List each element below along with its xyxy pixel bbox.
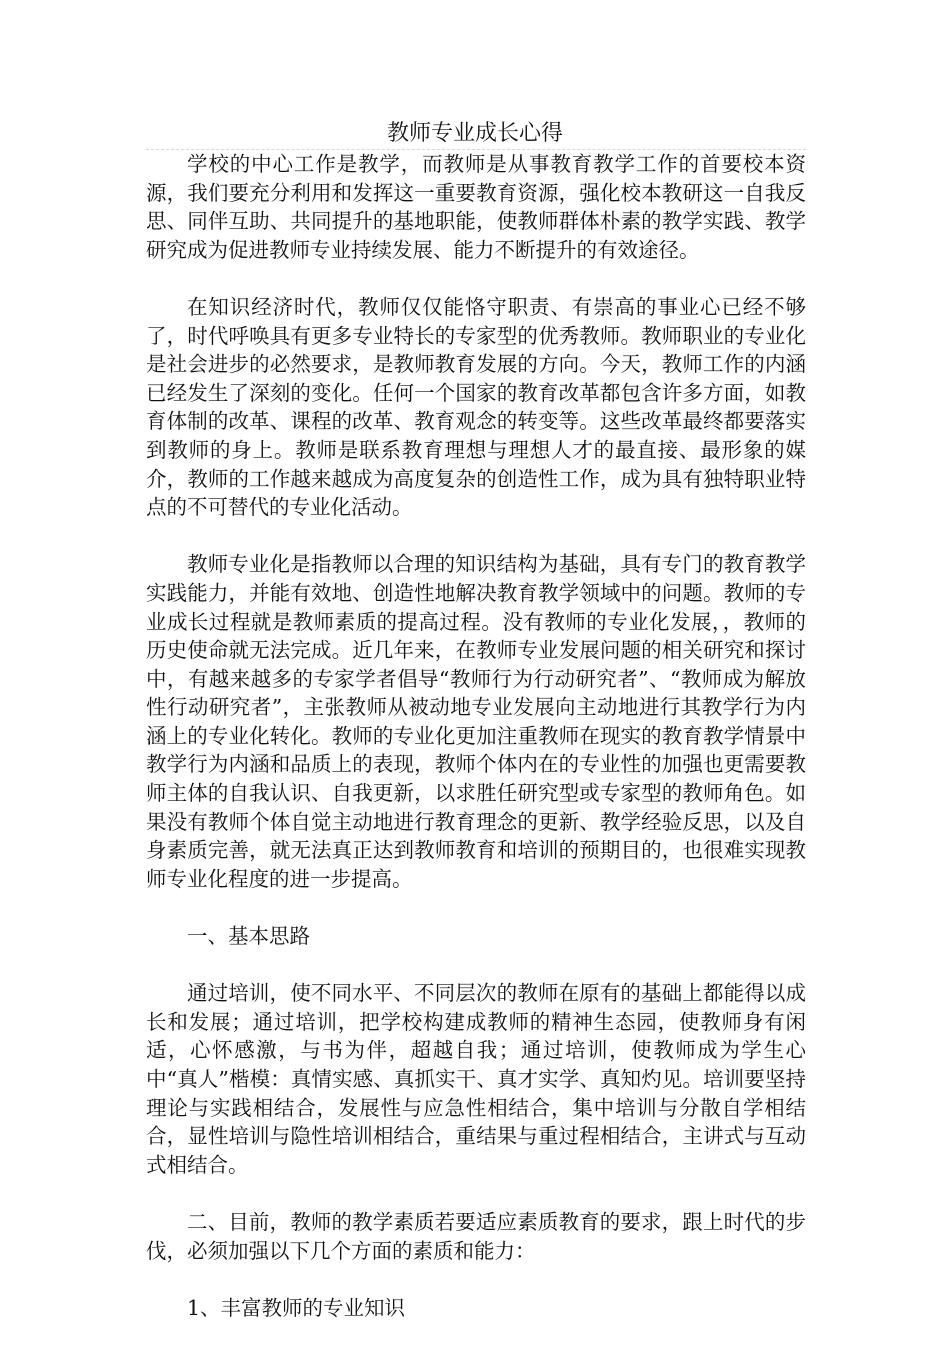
paragraph-knowledge-economy: 在知识经济时代，教师仅仅能恪守职责、有崇高的事业心已经不够了，时代呼唤具有更多专业特长的专家型的优秀教师。教师职业的专业化是社会进步的必然要求，是教师教育发展的方向。今天，教师工作的内涵已经发生了深刻的变化。任何一个国家的教育改革都包含许多方面，如教育体制的改革、课程的改革、教育观念的转变等。这些改革最终都要落实到教师的身上。教师是联系教育理想与理想人才的最直接、最形象的媒介，教师的工作越来越成为高度复杂的创造性工作，成为具有独特职业特点的不可替代的专业化活动。 (146, 294, 806, 520)
section-heading-basic-approach: 一、基本思路 (187, 924, 310, 949)
document-body (146, 150, 806, 1351)
paragraph-training: 通过培训，使不同水平、不同层次的教师在原有的基础上都能得以成长和发展；通过培训，把学校构建成教师的精神生态园，使教师身有闲适，心怀感激，与书为伴，超越自我；通过培训，使教师成为学生心中“真人”楷模：真情实感、真抓实干、真才实学、真知灼见。培训要坚持理论与实践相结合，发展性与应急性相结合，集中培训与分散自学相结合，显性培训与隐性培训相结合，重结果与重过程相结合，主讲式与互动式相结合。 (146, 981, 806, 1177)
section-heading-current-requirements: 二、目前，教师的教学素质若要适应素质教育的要求，跟上时代的步伐，必须加强以下几个方面的素质和能力： (146, 1209, 806, 1263)
paragraph-professionalization: 教师专业化是指教师以合理的知识结构为基础，具有专门的教育教学实践能力，并能有效地、创造性地解决教育教学领域中的问题。教师的专业成长过程就是教师素质的提高过程。没有教师的专业化发展，，教师的历史使命就无法完成。近几年来，在教师专业发展问题的相关研究和探讨中，有越来越多的专家学者倡导“教师行为行动研究者”、“教师成为解放性行动研究者”，主张教师从被动地专业发展向主动地进行其教学行为内涵上的专业化转化。教师的专业化更加注重教师在现实的教育教学情景中教学行为内涵和品质上的表现，教师个体内在的专业性的加强也更需要教师主体的自我认识、自我更新，以求胜任研究型或专家型的教师角色。如果没有教师个体自觉主动地进行教育理念的更新、教学经验反思，以及自身素质完善，就无法真正达到教师教育和培训的预期目的，也很难实现教师专业化程度的进一步提高。 (146, 552, 806, 891)
document-title: 教师专业成长心得 (386, 121, 563, 146)
subheading-professional-knowledge: 1、丰富教师的专业知识 (187, 1295, 406, 1320)
paragraph-intro: 学校的中心工作是教学，而教师是从事教育教学工作的首要校本资源，我们要充分利用和发挥这一重要教育资源，强化校本教研这一自我反思、同伴互助、共同提升的基地职能，使教师群体朴素的教学实践、教学研究成为促进教师专业持续发展、能力不断提升的有效途径。 (146, 152, 806, 262)
